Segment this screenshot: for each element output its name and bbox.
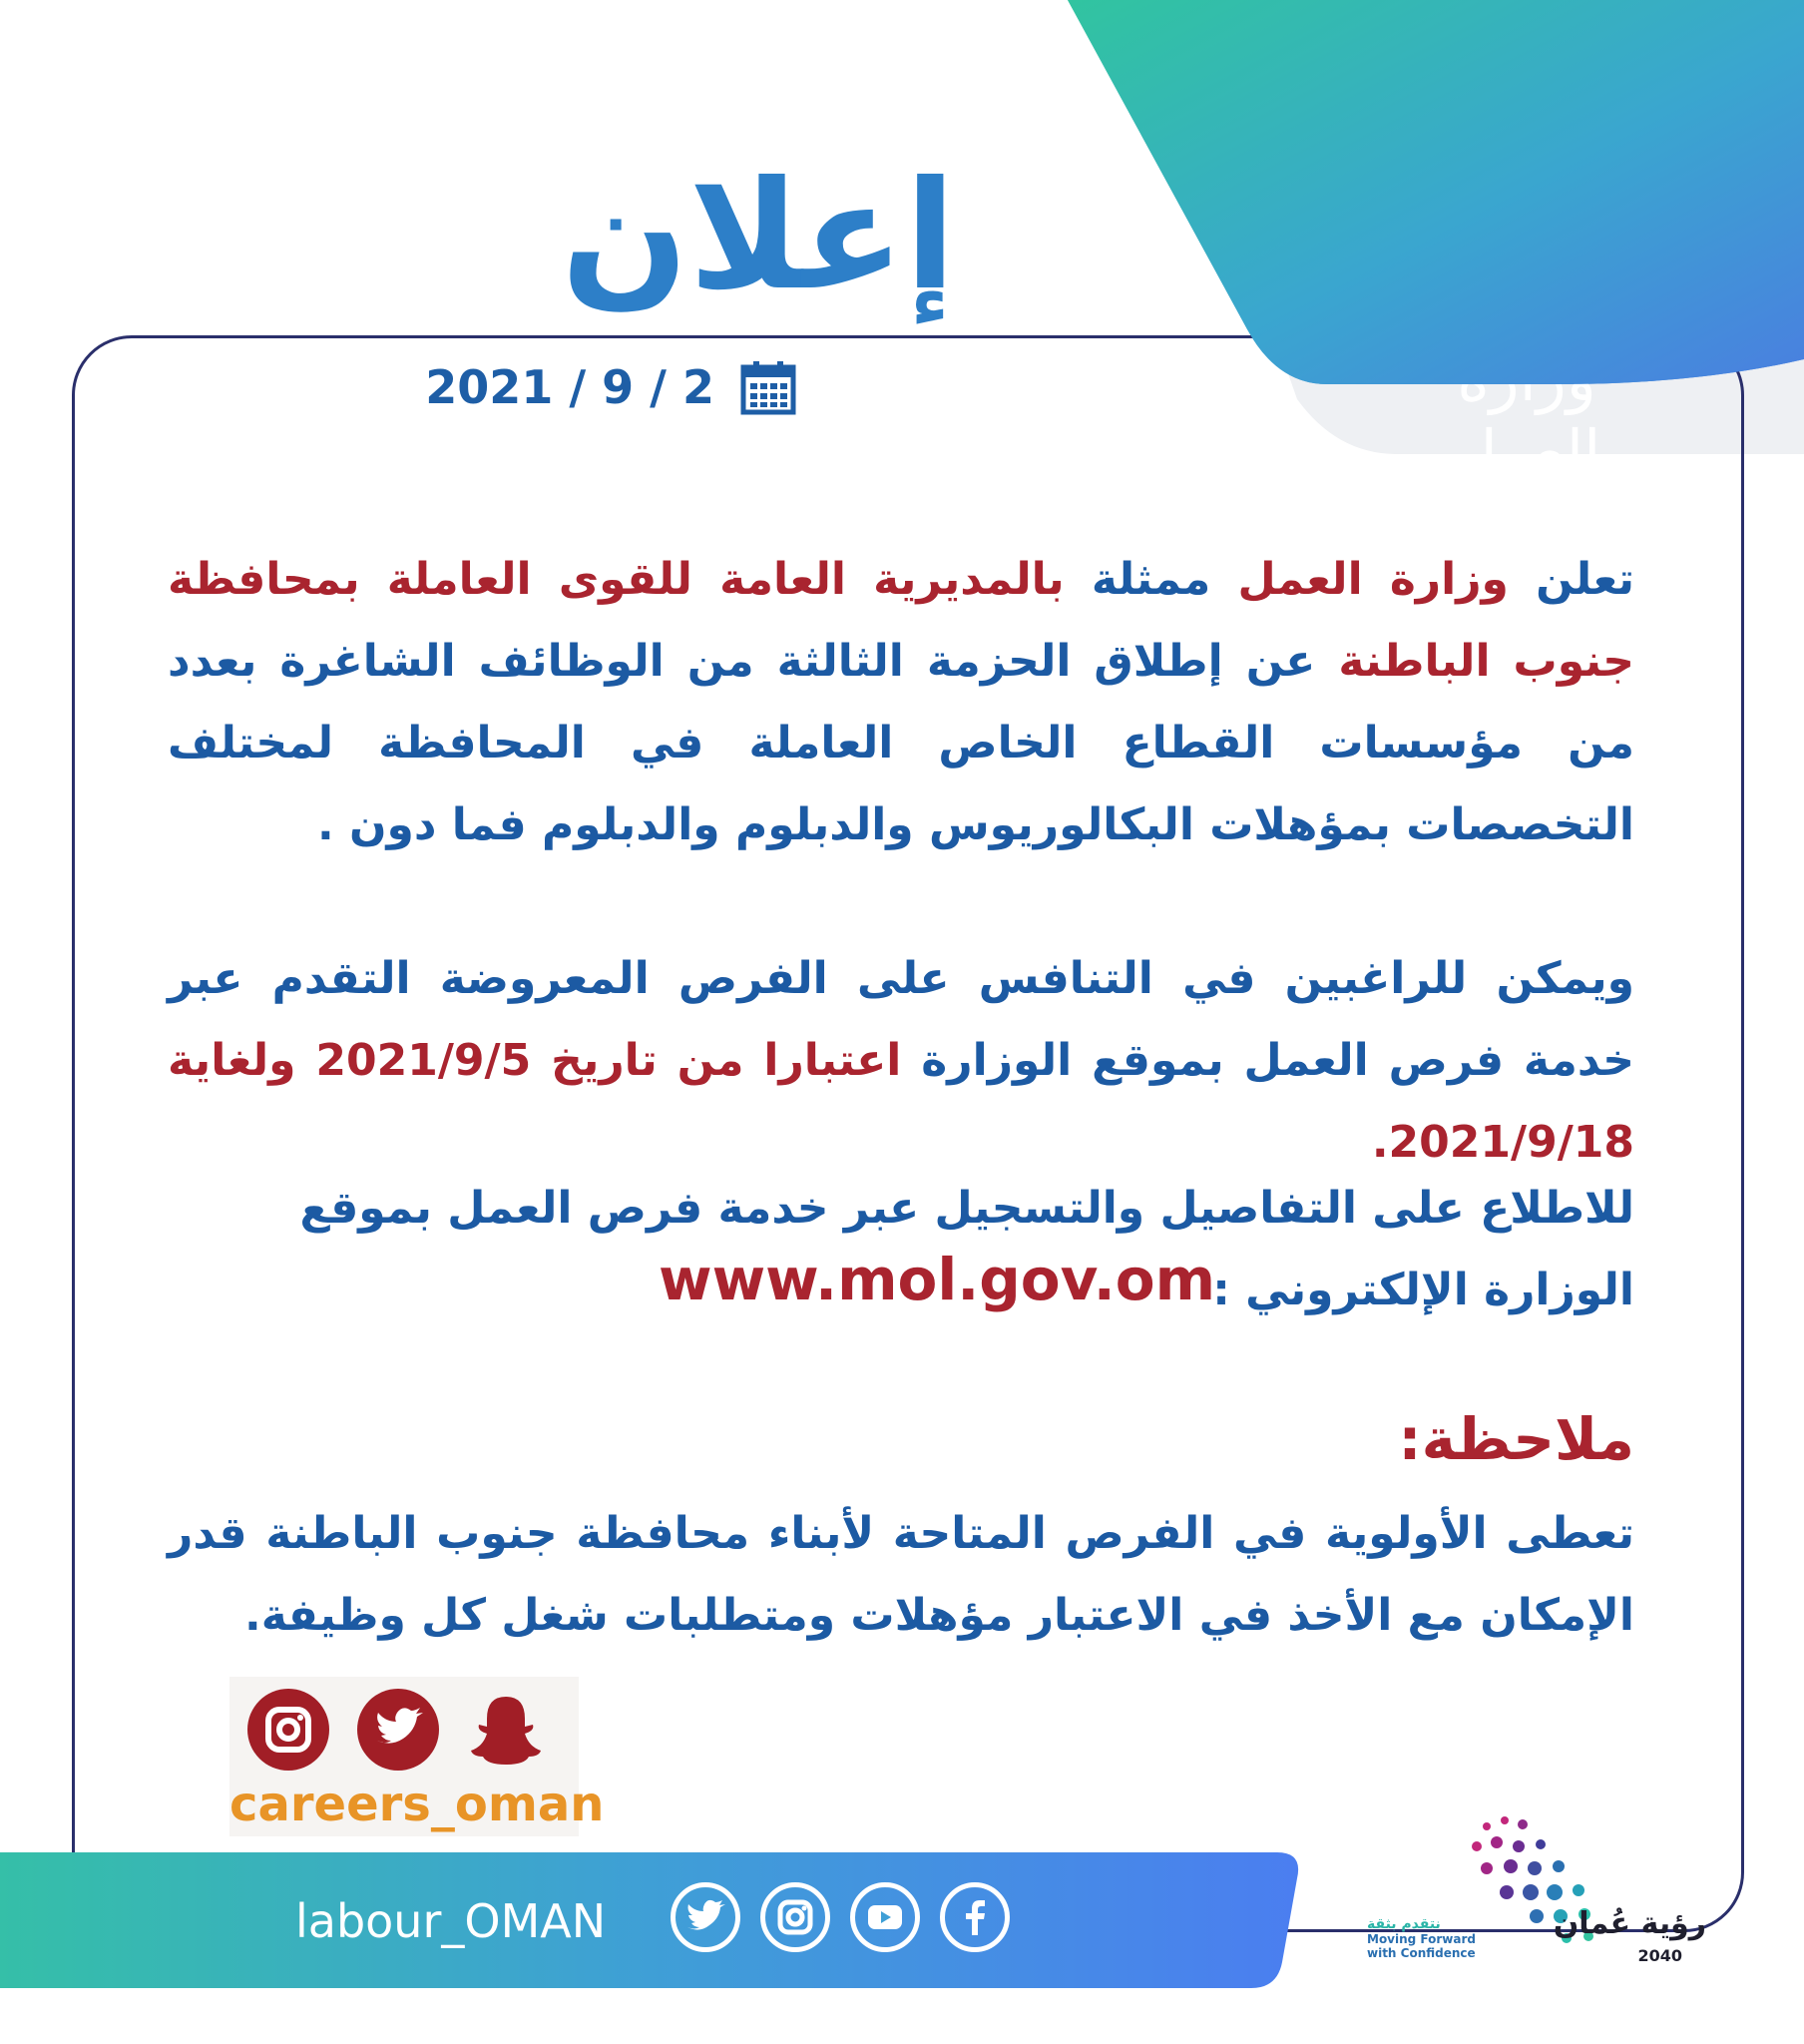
careers-social-box [229, 1677, 605, 1836]
twitter-icon[interactable] [357, 1689, 439, 1771]
p1-highlight-directorate: بالمديرية العامة للقوى العاملة بمحافظة جنوب الباطنة [168, 554, 1635, 687]
slogan-box [1367, 1916, 1487, 1960]
p1-text-2: ممثلة [1064, 554, 1238, 605]
p2-text: ويمكن للراغبين في التنافس على الفرص المعروضة التقدم عبر خدمة فرص العمل بموقع الوزارة [168, 953, 1634, 1086]
vision-year: 2040 [1637, 1946, 1682, 1965]
snapchat-icon[interactable] [465, 1689, 547, 1771]
instagram-icon[interactable] [247, 1689, 329, 1771]
slogan-en-2: with Confidence [1367, 1946, 1476, 1960]
vision-2040-logo [1367, 1806, 1706, 1986]
paragraph-application [168, 938, 1634, 1184]
footer-facebook-icon[interactable] [940, 1882, 1010, 1952]
note-text: تعطى الأولوية في الفرص المتاحة لأبناء محافظة جنوب الباطنة قدر الإمكان مع الأخذ في الاعتبار مؤهلات ومتطلبات شغل كل وظيفة. [168, 1508, 1634, 1641]
p1-highlight-ministry: وزارة العمل [1237, 554, 1509, 605]
org-line-2: العمل [1452, 416, 1601, 489]
p1-text-3: عن إطلاق الحزمة الثالثة من الوظائف الشاغرة بعدد من مؤسسات القطاع الخاص العاملة في المحافظة لمختلف التخصصات بمؤهلات البكالوريوس والدبلوم والدبلوم فما دون . [168, 636, 1634, 850]
paragraph-announcement [168, 539, 1634, 866]
footer-twitter-icon[interactable] [671, 1882, 740, 1952]
footer-instagram-icon[interactable] [760, 1882, 830, 1952]
website-link[interactable]: www.mol.gov.om [659, 1246, 1216, 1313]
calendar-icon [740, 359, 796, 415]
slogan-en-1: Moving Forward [1367, 1932, 1476, 1946]
date-text: 2021 / 9 / 2 [425, 360, 714, 414]
p2-date-range: اعتبارا من تاريخ 2021/9/5 ولغاية 2021/9/18. [168, 1035, 1634, 1168]
p1-text-1: تعلن [1508, 554, 1635, 605]
header-overlay [0, 0, 1804, 459]
careers-handle[interactable]: careers_oman [229, 1777, 605, 1832]
footer-youtube-icon[interactable] [850, 1882, 920, 1952]
date-row [425, 359, 796, 415]
slogan-ar: نتقدم بثقة [1367, 1916, 1441, 1932]
footer-handle[interactable]: labour_OMAN [295, 1894, 607, 1948]
page-title-text: إعلان [561, 150, 956, 323]
note-title: ملاحظة: [1398, 1405, 1634, 1473]
vision-title: رؤية عُمان [1553, 1906, 1706, 1941]
p3-text: للاطلاع على التفاصيل والتسجيل عبر خدمة فرص العمل بموقع الوزارة الإلكتروني : [299, 1183, 1634, 1315]
footer-bar [0, 1852, 1303, 1988]
